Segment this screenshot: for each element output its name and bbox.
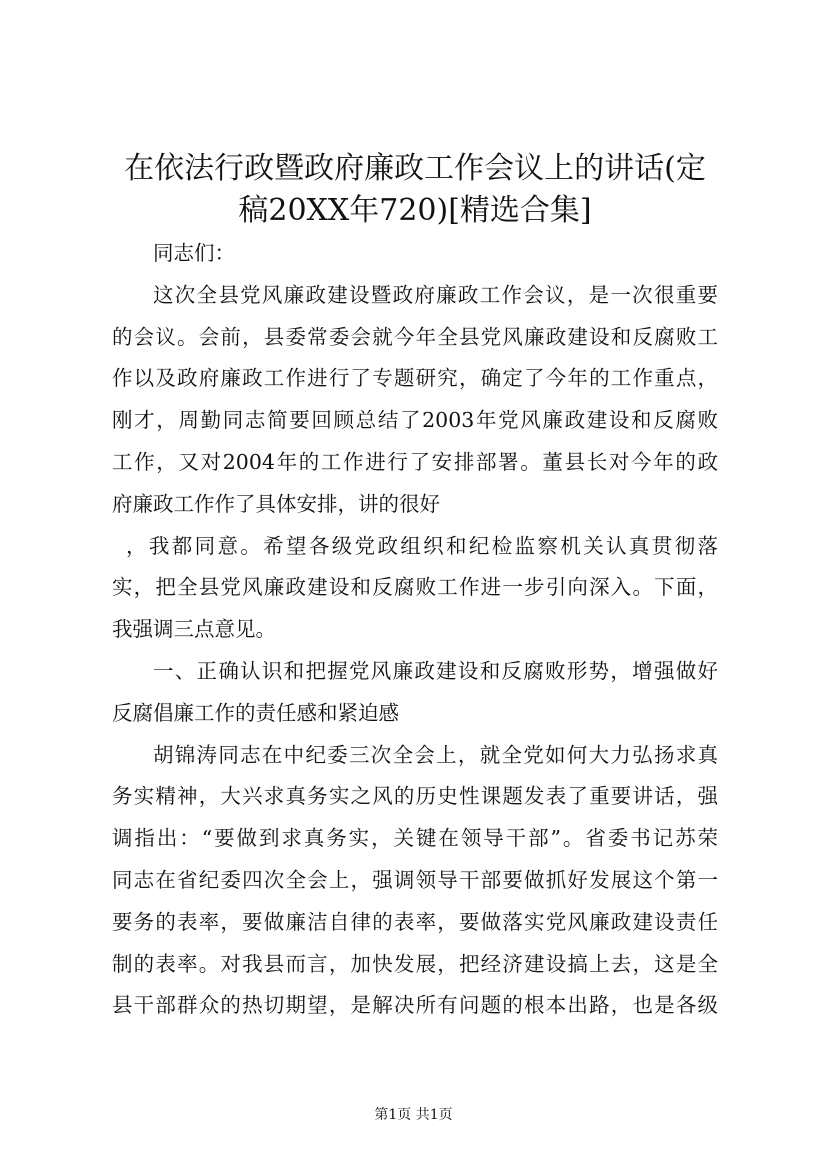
paragraph-line: 调指出：“要做到求真务实，关键在领导干部”。省委书记苏荣: [112, 826, 718, 851]
paragraph-line: ，我都同意。希望各级党政组织和纪检监察机关认真贯彻落: [126, 533, 718, 558]
paragraph-line: 实，把全县党风廉政建设和反腐败工作进一步引向深入。下面，: [112, 575, 718, 600]
paragraph-line: 工作，又对2004年的工作进行了安排部署。董县长对今年的政: [112, 449, 718, 474]
paragraph-line: 县干部群众的热切期望，是解决所有问题的根本出路，也是各级: [112, 993, 718, 1018]
paragraph-line: 这次全县党风廉政建设暨政府廉政工作会议，是一次很重要: [153, 282, 718, 307]
paragraph-line: 同志在省纪委四次全会上，强调领导干部要做抓好发展这个第一: [112, 867, 718, 892]
paragraph-line: 刚才，周勤同志简要回顾总结了2003年党风廉政建设和反腐败: [112, 408, 718, 433]
paragraph-line: 作以及政府廉政工作进行了专题研究，确定了今年的工作重点，: [112, 366, 718, 391]
salutation: 同志们：: [153, 241, 235, 265]
paragraph-line: 府廉政工作作了具体安排，讲的很好: [112, 491, 440, 516]
paragraph-line: 我强调三点意见。: [112, 617, 276, 642]
paragraph-line: 胡锦涛同志在中纪委三次全会上，就全党如何大力弘扬求真: [153, 742, 718, 767]
title-line-1: 在依法行政暨政府廉政工作会议上的讲话(定: [124, 151, 706, 186]
paragraph-line: 要务的表率，要做廉洁自律的表率，要做落实党风廉政建设责任: [112, 909, 718, 934]
section-heading-line: 反腐倡廉工作的责任感和紧迫感: [112, 700, 399, 725]
document-title: [110, 148, 720, 232]
page-number-footer: 第1页 共1页: [374, 1107, 453, 1123]
paragraph-line: 的会议。会前，县委常委会就今年全县党风廉政建设和反腐败工: [112, 324, 718, 349]
title-line-2: 稿20XX年720)[精选合集]: [238, 193, 592, 228]
paragraph-line: 务实精神，大兴求真务实之风的历史性课题发表了重要讲话，强: [112, 784, 718, 809]
section-heading-line: 一、正确认识和把握党风廉政建设和反腐败形势，增强做好: [153, 658, 718, 683]
paragraph-line: 制的表率。对我县而言，加快发展，把经济建设搞上去，这是全: [112, 951, 718, 976]
document-body: [112, 233, 718, 1027]
